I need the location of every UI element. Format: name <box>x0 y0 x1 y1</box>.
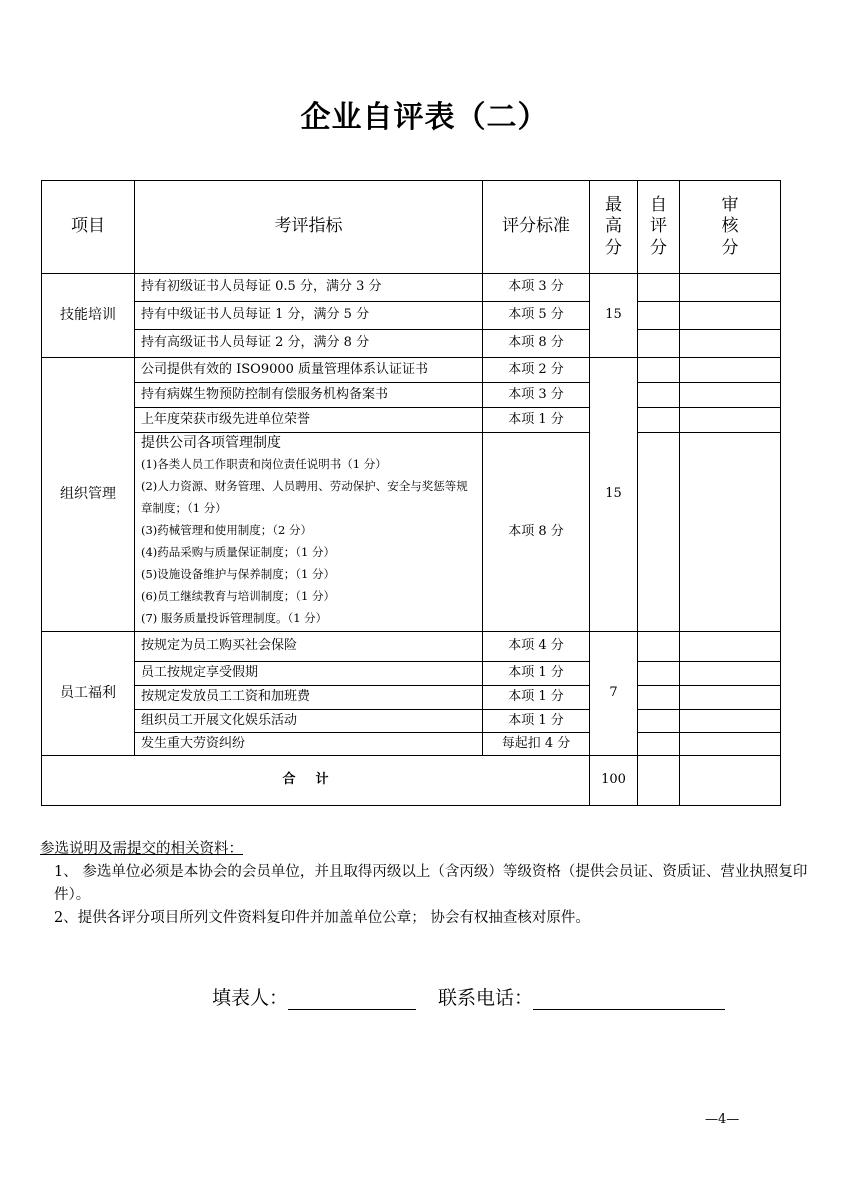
notes-section <box>40 838 810 930</box>
self-score-cell[interactable] <box>638 408 680 433</box>
header-audit-score: 审 核 分 <box>680 181 781 274</box>
mgmt-item: (6)员工继续教育与培训制度；（1 分） <box>141 588 336 603</box>
mgmt-item: (3)药械管理和使用制度；（2 分） <box>141 522 313 537</box>
mgmt-item: (5)设施设备维护与保养制度；（1 分） <box>141 566 336 581</box>
indicator-cell: 持有高级证书人员每证 2 分，满分 8 分 <box>135 330 483 358</box>
mgmt-item: (1)各类人员工作职责和岗位责任说明书（1 分） <box>141 456 387 471</box>
phone-label: 联系电话： <box>438 987 534 1009</box>
page-number: —4— <box>705 1112 740 1127</box>
self-score-cell[interactable] <box>638 710 680 733</box>
indicator-cell: 按规定发放员工工资和加班费 <box>135 686 483 710</box>
table-row <box>42 408 781 433</box>
self-score-cell[interactable] <box>638 433 680 632</box>
standard-cell: 本项 8 分 <box>483 433 590 632</box>
table-row <box>42 274 781 302</box>
audit-score-cell[interactable] <box>680 632 781 662</box>
standard-cell: 本项 8 分 <box>483 330 590 358</box>
indicator-cell: 持有初级证书人员每证 0.5 分，满分 3 分 <box>135 274 483 302</box>
phone-blank[interactable] <box>533 989 725 1010</box>
audit-score-cell[interactable] <box>680 710 781 733</box>
category-org: 组织管理 <box>42 358 135 632</box>
indicator-cell: 按规定为员工购买社会保险 <box>135 632 483 662</box>
filler-blank[interactable] <box>288 989 416 1010</box>
table-row <box>42 358 781 383</box>
self-score-cell[interactable] <box>638 274 680 302</box>
header-self-score: 自 评 分 <box>638 181 680 274</box>
total-label: 合计 <box>42 756 590 806</box>
document-title: 企业自评表（二） <box>300 100 549 135</box>
self-score-cell[interactable] <box>638 358 680 383</box>
standard-cell: 本项 3 分 <box>483 274 590 302</box>
mgmt-systems-cell <box>135 433 483 632</box>
audit-score-cell[interactable] <box>680 408 781 433</box>
audit-score-cell[interactable] <box>680 358 781 383</box>
audit-score-cell[interactable] <box>680 383 781 408</box>
table-row <box>42 733 781 756</box>
max-score-org: 15 <box>590 358 638 632</box>
table-row <box>42 330 781 358</box>
header-indicator: 考评指标 <box>135 181 483 274</box>
category-welfare: 员工福利 <box>42 632 135 756</box>
audit-score-cell[interactable] <box>680 433 781 632</box>
indicator-cell: 持有中级证书人员每证 1 分，满分 5 分 <box>135 302 483 330</box>
self-score-cell[interactable] <box>638 330 680 358</box>
table-row <box>42 302 781 330</box>
audit-score-total-cell[interactable] <box>680 756 781 806</box>
standard-cell: 本项 2 分 <box>483 358 590 383</box>
header-item: 项目 <box>42 181 135 274</box>
standard-cell: 本项 3 分 <box>483 383 590 408</box>
standard-cell: 本项 1 分 <box>483 662 590 686</box>
note-item-2: 2、提供各评分项目所列文件资料复印件并加盖单位公章； 协会有权抽查核对原件。 <box>54 910 590 926</box>
audit-score-cell[interactable] <box>680 302 781 330</box>
audit-score-cell[interactable] <box>680 662 781 686</box>
self-evaluation-table <box>41 180 781 806</box>
indicator-cell: 公司提供有效的 ISO9000 质量管理体系认证证书 <box>135 358 483 383</box>
header-standard: 评分标准 <box>483 181 590 274</box>
indicator-cell: 员工按规定享受假期 <box>135 662 483 686</box>
filler-label: 填表人： <box>212 987 289 1009</box>
self-score-cell[interactable] <box>638 383 680 408</box>
self-score-cell[interactable] <box>638 686 680 710</box>
table-row <box>42 662 781 686</box>
table-row <box>42 632 781 662</box>
standard-cell: 本项 5 分 <box>483 302 590 330</box>
table-row <box>42 710 781 733</box>
total-value: 100 <box>590 756 638 806</box>
notes-heading: 参选说明及需提交的相关资料： <box>40 841 243 857</box>
standard-cell: 本项 1 分 <box>483 408 590 433</box>
table-row <box>42 686 781 710</box>
standard-cell: 本项 4 分 <box>483 632 590 662</box>
standard-cell: 本项 1 分 <box>483 710 590 733</box>
total-row <box>42 756 781 806</box>
self-score-cell[interactable] <box>638 302 680 330</box>
standard-cell: 每起扣 4 分 <box>483 733 590 756</box>
mgmt-systems-heading: 提供公司各项管理制度 <box>141 435 281 452</box>
audit-score-cell[interactable] <box>680 733 781 756</box>
table-row <box>42 433 781 632</box>
indicator-cell: 持有病媒生物预防控制有偿服务机构备案书 <box>135 383 483 408</box>
max-score-skills: 15 <box>590 274 638 358</box>
category-skills: 技能培训 <box>42 274 135 358</box>
table-header-row <box>42 181 781 274</box>
mgmt-item: (2)人力资源、财务管理、人员聘用、劳动保护、安全与奖惩等规章制度；（1 分） <box>141 478 468 515</box>
signature-line <box>212 983 725 1010</box>
note-item-1: 1、 参选单位必须是本协会的会员单位，并且取得丙级以上（含丙级）等级资格（提供会员证、资质证、营业执照复印件）。 <box>54 864 808 903</box>
mgmt-item: (4)药品采购与质量保证制度；（1 分） <box>141 544 336 559</box>
self-score-cell[interactable] <box>638 632 680 662</box>
mgmt-item: (7) 服务质量投诉管理制度。（1 分） <box>141 610 328 625</box>
self-score-cell[interactable] <box>638 733 680 756</box>
audit-score-cell[interactable] <box>680 274 781 302</box>
table-row <box>42 383 781 408</box>
indicator-cell: 组织员工开展文化娱乐活动 <box>135 710 483 733</box>
indicator-cell: 发生重大劳资纠纷 <box>135 733 483 756</box>
audit-score-cell[interactable] <box>680 686 781 710</box>
indicator-cell: 上年度荣获市级先进单位荣誉 <box>135 408 483 433</box>
header-max-score: 最 高 分 <box>590 181 638 274</box>
standard-cell: 本项 1 分 <box>483 686 590 710</box>
self-score-total-cell[interactable] <box>638 756 680 806</box>
self-score-cell[interactable] <box>638 662 680 686</box>
audit-score-cell[interactable] <box>680 330 781 358</box>
max-score-welfare: 7 <box>590 632 638 756</box>
